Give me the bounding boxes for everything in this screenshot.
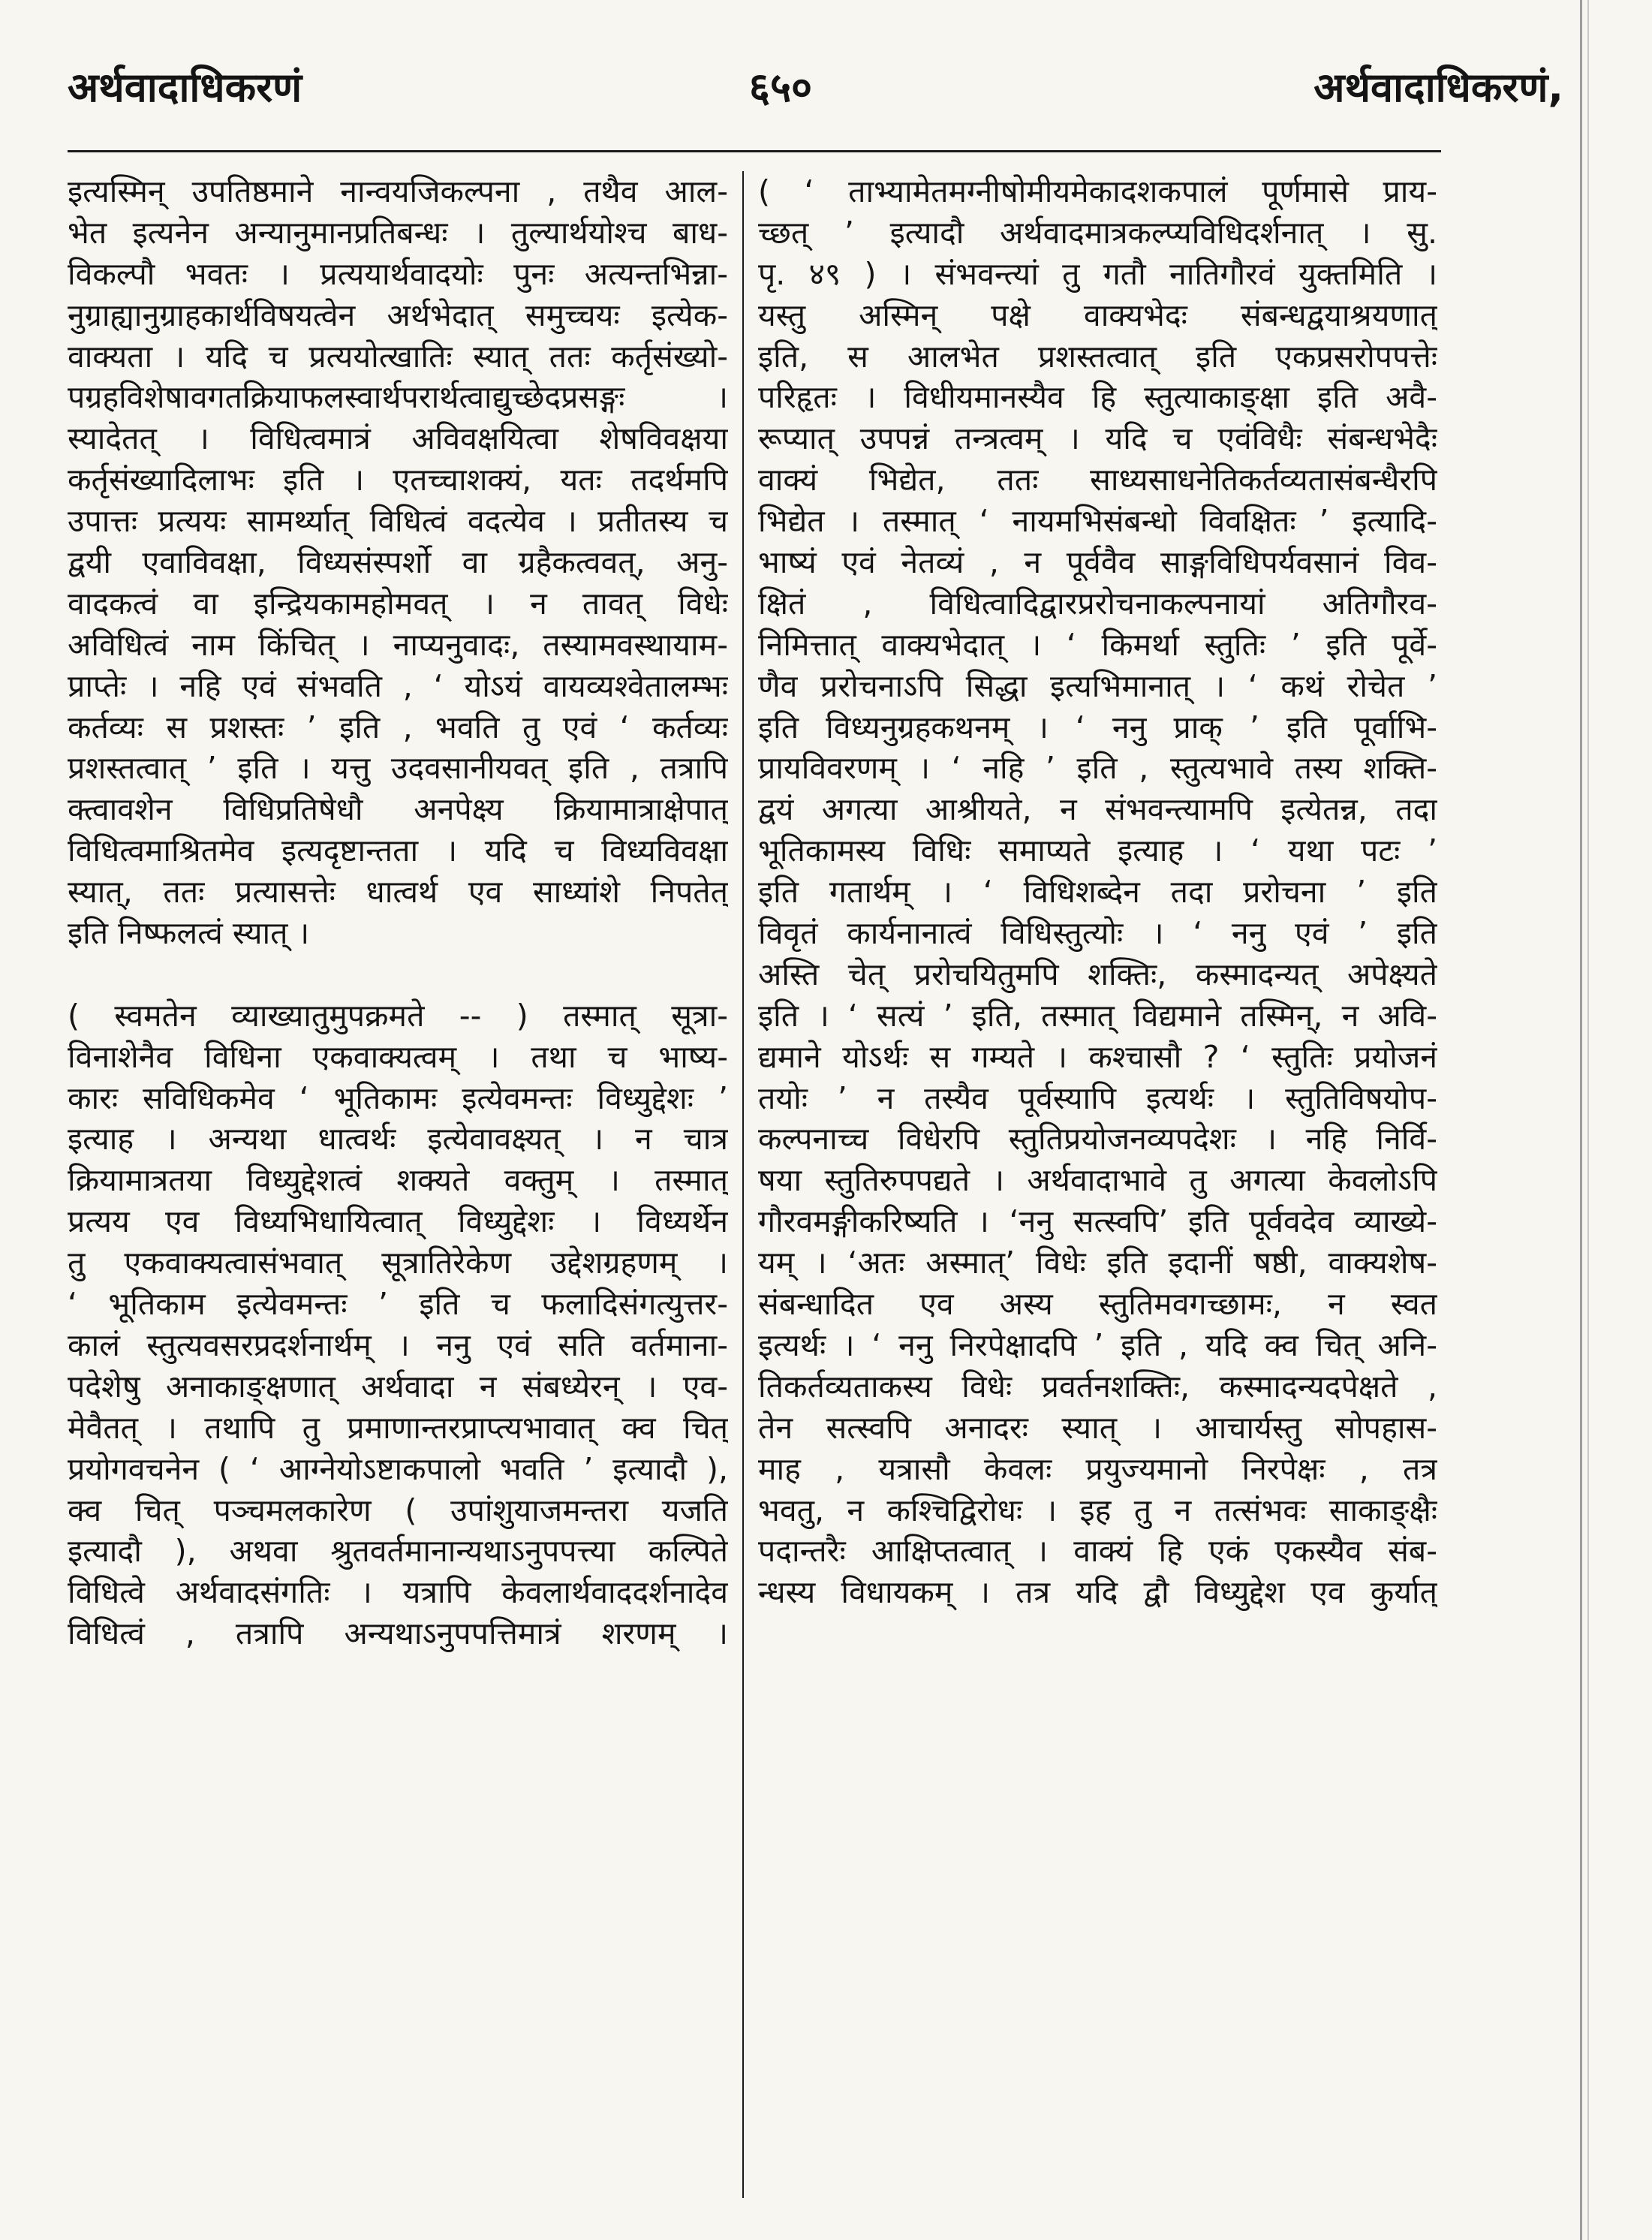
text-line: पदान्तरैः आक्षिप्तत्वात् । वाक्यं हि एकं एकस्यैव संब-: [758, 1533, 1437, 1570]
text-line: विधित्वं , तत्रापि अन्यथाऽनुपपत्तिमात्रं शरणम् ।: [68, 1615, 728, 1652]
text-line: इत्यादौ ), अथवा श्रुतवर्तमानान्यथाऽनुपपत्त्या कल्पिते: [68, 1533, 728, 1570]
text-line: वादकत्वं वा इन्द्रियकामहोमवत् । न तावत् विधेः: [68, 585, 728, 622]
text-line: अस्ति चेत् प्ररोचयितुमपि शक्तिः, कस्मादन्यत् अपेक्ष्यते: [758, 956, 1437, 992]
text-line: क्रियामात्रतया विध्युद्देशत्वं शक्यते वक्तुम् । तस्मात्: [68, 1162, 728, 1199]
text-line: ( ‘ ताभ्यामेतमग्नीषोमीयमेकादशकपालं पूर्णमासे प्राय-: [758, 173, 1437, 209]
text-line: इति । ‘ सत्यं ’ इति, तस्मात् विद्यमाने तस्मिन्, न अवि-: [758, 997, 1437, 1034]
text-line: भूतिकामस्य विधिः समाप्यते इत्याह । ‘ यथा पटः ’: [758, 832, 1437, 869]
text-line: मेवैतत् । तथापि तु प्रमाणान्तरप्राप्त्यभावात् क्व चित्: [68, 1409, 728, 1446]
text-line: प्रायविवरणम् । ‘ नहि ’ इति , स्तुत्यभावे तस्य शक्ति-: [758, 750, 1437, 787]
text-line: विधित्वे अर्थवादसंगतिः । यत्रापि केवलार्थवाददर्शनादेव: [68, 1574, 728, 1611]
text-line: प्रत्यय एव विध्यभिधायित्वात् विध्युद्देशः । विध्यर्थेन: [68, 1203, 728, 1240]
text-line: संबन्धादित एव अस्य स्तुतिमवगच्छामः, न स्वत: [758, 1286, 1437, 1323]
text-line: कारः सविधिकमेव ‘ भूतिकामः इत्येवमन्तः विध्युद्देशः ’: [68, 1079, 728, 1116]
text-line: प्रयोगवचनेन ( ‘ आग्नेयोऽष्टाकपालो भवति ’ इत्यादौ ),: [68, 1450, 728, 1487]
text-line: भेत इत्यनेन अन्यानुमानप्रतिबन्धः । तुल्यार्थयोश्च बाध-: [68, 214, 728, 251]
text-line: विनाशेनैव विधिना एकवाक्यत्वम् । तथा च भाष्य-: [68, 1038, 728, 1075]
text-line: प्राप्तेः । नहि एवं संभवति , ‘ योऽयं वायव्यश्वेतालम्भः: [68, 667, 728, 704]
text-line: स्यादेतत् । विधित्वमात्रं अविवक्षयित्वा शेषविवक्षया: [68, 420, 728, 457]
running-header-left: अर्थवादाधिकरणं: [68, 64, 302, 111]
text-line: न्धस्य विधायकम् । तत्र यदि द्वौ विध्युद्देश एव कुर्यात्: [758, 1574, 1437, 1611]
text-line: द्वयं अगत्या आश्रीयते, न संभवन्त्यामपि इत्येतन्न, तदा: [758, 791, 1437, 828]
paragraph-gap: [68, 954, 728, 995]
running-header-right: अर्थवादाधिकरणं,: [1313, 64, 1563, 111]
text-line: कर्तृसंख्यादिलाभः इति । एतच्चाशक्यं, यतः तदर्थमपि: [68, 462, 728, 498]
page-number: ६५०: [748, 64, 813, 111]
text-line: षया स्तुतिरुपपद्यते । अर्थवादाभावे तु अगत्या केवलोऽपि: [758, 1162, 1437, 1199]
text-line: पदेशेषु अनाकाङ्क्षणात् अर्थवादा न संबध्येरन् । एव-: [68, 1368, 728, 1405]
text-line: इति गतार्थम् । ‘ विधिशब्देन तदा प्ररोचना ’ इति: [758, 874, 1437, 911]
text-line: इति विध्यनुग्रहकथनम् । ‘ ननु प्राक् ’ इति पूर्वाभि-: [758, 709, 1437, 745]
text-line: स्यात्, ततः प्रत्यासत्तेः धात्वर्थ एव साध्यांशे निपतेत्: [68, 874, 728, 911]
text-line: इति निष्फलत्वं स्यात् ।: [68, 915, 310, 952]
text-line: इति, स आलभेत प्रशस्तत्वात् इति एकप्रसरोपपत्तेः: [758, 338, 1437, 375]
text-line: विकल्पौ भवतः । प्रत्ययार्थवादयोः पुनः अत्यन्तभिन्ना-: [68, 255, 728, 292]
text-line: ( स्वमतेन व्याख्यातुमुपक्रमते -- ) तस्मात् सूत्रा-: [68, 997, 728, 1034]
header-rule: [68, 150, 1441, 152]
text-line: वाक्यं भिद्येत, ततः साध्यसाधनेतिकर्तव्यतासंबन्धैरपि: [758, 462, 1437, 498]
text-line: द्यमाने योऽर्थः स गम्यते । कश्चासौ ? ‘ स्तुतिः प्रयोजनं: [758, 1038, 1437, 1075]
text-line: पृ. ४९ ) । संभवन्त्यां तु गतौ नातिगौरवं युक्तमिति ।: [758, 255, 1437, 292]
text-line: नुग्राह्यानुग्राहकार्थविषयत्वेन अर्थभेदात् समुच्चयः इत्येक-: [68, 297, 728, 333]
text-line: भाष्यं एवं नेतव्यं , न पूर्ववैव साङ्गविधिपर्यवसानं विव-: [758, 544, 1437, 581]
text-line: कालं स्तुत्यवसरप्रदर्शनार्थम् । ननु एवं सति वर्तमाना-: [68, 1326, 728, 1363]
text-line: रूप्यात् उपपन्नं तन्त्रत्वम् । यदि च एवंविधैः संबन्धभेदैः: [758, 420, 1437, 457]
text-line: माह , यत्रासौ केवलः प्रयुज्यमानो निरपेक्षः , तत्र: [758, 1450, 1437, 1487]
left-column: [68, 171, 728, 1654]
text-line: विवृतं कार्यनानात्वं विधिस्तुत्योः । ‘ ननु एवं ’ इति: [758, 915, 1437, 952]
text-line: तयोः ’ न तस्यैव पूर्वस्यापि इत्यर्थः । स्तुतिविषयोप-: [758, 1079, 1437, 1116]
right-column: [758, 171, 1437, 1613]
page-edge-line: [1580, 0, 1582, 2240]
text-line: इत्यस्मिन् उपतिष्ठमाने नान्वयजिकल्पना , तथैव आल-: [68, 173, 728, 209]
text-line: निमित्तात् वाक्यभेदात् । ‘ किमर्था स्तुतिः ’ इति पूर्वे-: [758, 626, 1437, 663]
text-line: द्वयी एवाविवक्षा, विध्यसंस्पर्शो वा ग्रहैकत्ववत्, अनु-: [68, 544, 728, 581]
text-line: उपात्तः प्रत्ययः सामर्थ्यात् विधित्वं वदत्येव । प्रतीतस्य च: [68, 503, 728, 540]
text-line: भवतु, न कश्चिद्विरोधः । इह तु न तत्संभवः साकाङ्क्षैः: [758, 1492, 1437, 1528]
text-line: भिद्येत । तस्मात् ‘ नायमभिसंबन्धो विवक्षितः ’ इत्यादि-: [758, 503, 1437, 540]
text-line: परिहृतः । विधीयमानस्यैव हि स्तुत्याकाङ्क्षा इति अवै-: [758, 379, 1437, 416]
text-line: यम् । ‘अतः अस्मात्’ विधेः इति इदानीं षष्ठी, वाक्यशेष-: [758, 1245, 1437, 1281]
text-line: तेन सत्स्वपि अनादरः स्यात् । आचार्यस्तु सोपहास-: [758, 1409, 1437, 1446]
text-line: वाक्यता । यदि च प्रत्ययोत्खातिः स्यात् ततः कर्तृसंख्यो-: [68, 338, 728, 375]
text-line: इत्यर्थः । ‘ ननु निरपेक्षादपि ’ इति , यदि क्व चित् अनि-: [758, 1326, 1437, 1363]
text-line: क्व चित् पञ्चमलकारेण ( उपांशुयाजमन्तरा यजति: [68, 1492, 728, 1528]
text-line: अविधित्वं नाम किंचित् । नाप्यनुवादः, तस्यामवस्थायाम-: [68, 626, 728, 663]
text-line: च्छत् ’ इत्यादौ अर्थवादमात्रकल्प्यविधिदर्शनात् । सु.: [758, 214, 1437, 251]
text-line: गौरवमङ्गीकरिष्यति । ‘ननु सत्स्वपि’ इति पूर्ववदेव व्याख्ये-: [758, 1203, 1437, 1240]
text-line: क्षितं , विधित्वादिद्वारप्ररोचनाकल्पनायां अतिगौरव-: [758, 585, 1437, 622]
text-line: यस्तु अस्मिन् पक्षे वाक्यभेदः संबन्धद्वयाश्रयणात्: [758, 297, 1437, 333]
text-line: विधित्वमाश्रितमेव इत्यदृष्टान्तता । यदि च विध्यविवक्षा: [68, 832, 728, 869]
text-line: क्त्वावशेन विधिप्रतिषेधौ अनपेक्ष्य क्रियामात्राक्षेपात्: [68, 791, 728, 828]
page-edge-line-inner: [1587, 0, 1589, 2240]
text-line: कल्पनाच्च विधेरपि स्तुतिप्रयोजनव्यपदेशः । नहि निर्वि-: [758, 1121, 1437, 1158]
text-line: पग्रहविशेषावगतक्रियाफलस्वार्थपरार्थत्वाद्युच्छेदप्रसङ्गः ।: [68, 379, 728, 416]
text-line: तिकर्तव्यताकस्य विधेः प्रवर्तनशक्तिः, कस्मादन्यदपेक्षते ,: [758, 1368, 1437, 1405]
column-divider: [742, 171, 744, 2198]
text-line: प्रशस्तत्वात् ’ इति । यत्तु उदवसानीयवत् इति , तत्रापि: [68, 750, 728, 787]
text-line: णैव प्ररोचनाऽपि सिद्धा इत्यभिमानात् । ‘ कथं रोचेत ’: [758, 667, 1437, 704]
text-line: ‘ भूतिकाम इत्येवमन्तः ’ इति च फलादिसंगत्युत्तर-: [68, 1286, 728, 1323]
text-line: इत्याह । अन्यथा धात्वर्थः इत्येवावक्ष्यत् । न चात्र: [68, 1121, 728, 1158]
text-line: कर्तव्यः स प्रशस्तः ’ इति , भवति तु एवं ‘ कर्तव्यः: [68, 709, 728, 745]
text-line: तु एकवाक्यत्वासंभवात् सूत्रातिरेकेण उद्देशग्रहणम् ।: [68, 1245, 728, 1281]
